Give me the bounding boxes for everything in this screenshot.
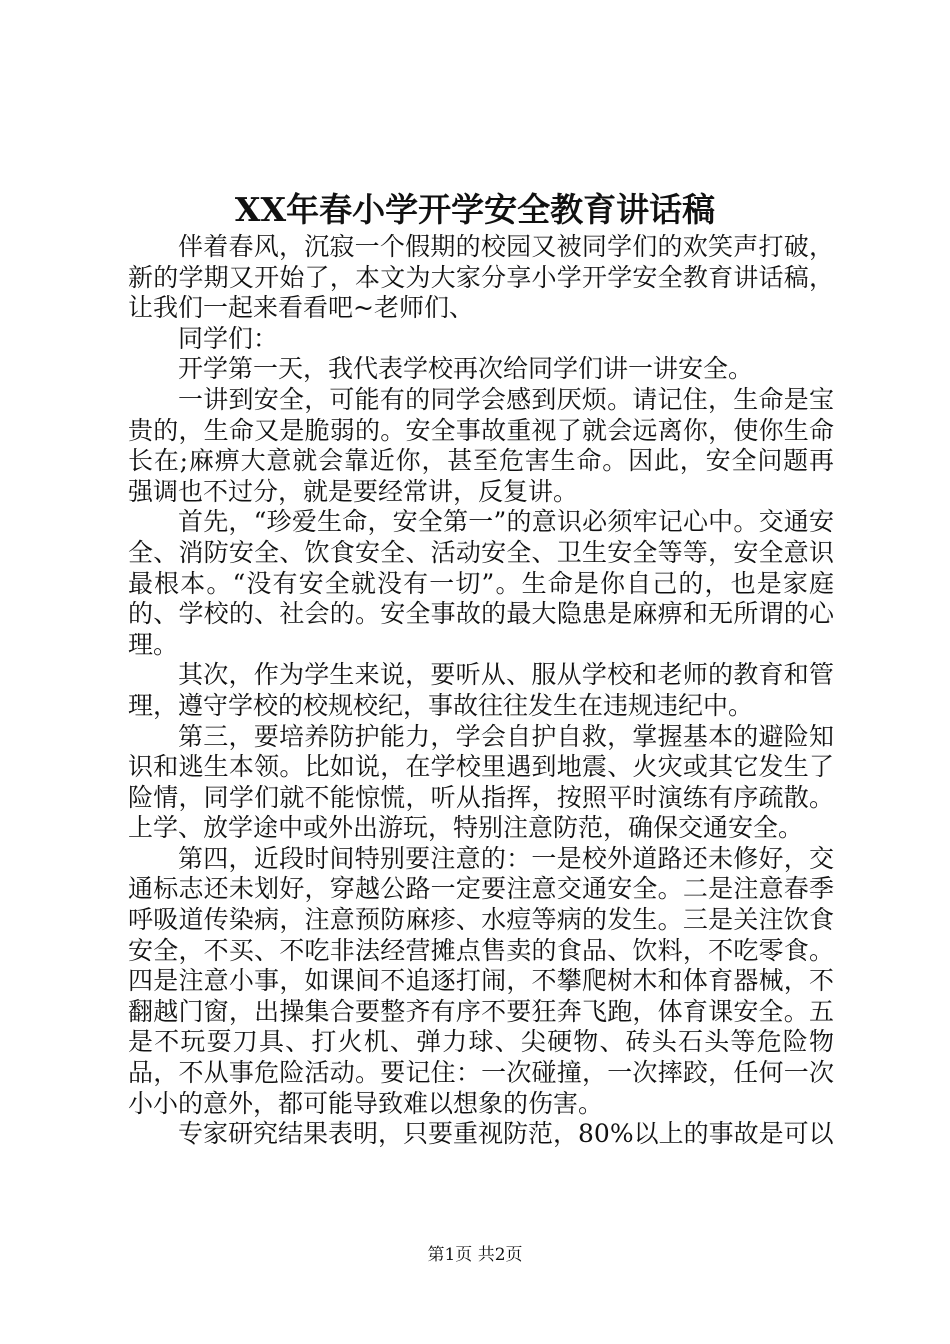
document-body xyxy=(128,232,834,1150)
paragraph: 开学第一天，我代表学校再次给同学们讲一讲安全。 xyxy=(178,354,754,384)
paragraph: 首先，“珍爱生命，安全第一”的意识必须牢记心中。交通安全、消防安全、饮食安全、活动安全、卫生安全等等，安全意识最根本。“没有安全就没有一切”。生命是你自己的，也是家庭的、学校的、社会的。安全事故的最大隐患是麻痹和无所谓的心理。 xyxy=(128,507,834,659)
paragraph: 第四，近段时间特别要注意的：一是校外道路还未修好，交通标志还未划好，穿越公路一定要注意交通安全。二是注意春季呼吸道传染病，注意预防麻疹、水痘等病的发生。三是关注饮食安全，不买、不吃非法经营摊点售卖的食品、饮料，不吃零食。四是注意小事，如课间不追逐打闹，不攀爬树木和体育器械，不翻越门窗，出操集合要整齐有序不要狂奔飞跑，体育课安全。五是不玩耍刀具、打火机、弹力球、尖硬物、砖头石头等危险物品，不从事危险活动。要记住：一次碰撞，一次摔跤，任何一次小小的意外，都可能导致难以想象的伤害。 xyxy=(128,843,834,1118)
page-footer: 第1页 共2页 xyxy=(427,1245,523,1265)
paragraph: 一讲到安全，可能有的同学会感到厌烦。请记住，生命是宝贵的，生命又是脆弱的。安全事故重视了就会远离你，使你生命长在;麻痹大意就会靠近你，甚至危害生命。因此，安全问题再强调也不过分，就是要经常讲，反复讲。 xyxy=(128,384,834,506)
paragraph: 伴着春风，沉寂一个假期的校园又被同学们的欢笑声打破，新的学期又开始了，本文为大家分享小学开学安全教育讲话稿，让我们一起来看看吧~老师们、 xyxy=(128,232,834,323)
paragraph: 其次，作为学生来说，要听从、服从学校和老师的教育和管理，遵守学校的校规校纪，事故往往发生在违规违纪中。 xyxy=(128,660,834,720)
paragraph: 同学们： xyxy=(178,323,279,353)
paragraph: 专家研究结果表明，只要重视防范，80%以上的事故是可以 xyxy=(178,1119,834,1149)
document-title: XX年春小学开学安全教育讲话稿 xyxy=(234,190,716,229)
paragraph: 第三，要培养防护能力，学会自护自救，掌握基本的避险知识和逃生本领。比如说，在学校里遇到地震、火灾或其它发生了险情，同学们就不能惊慌，听从指挥，按照平时演练有序疏散。上学、放学途中或外出游玩，特别注意防范，确保交通安全。 xyxy=(128,721,834,843)
